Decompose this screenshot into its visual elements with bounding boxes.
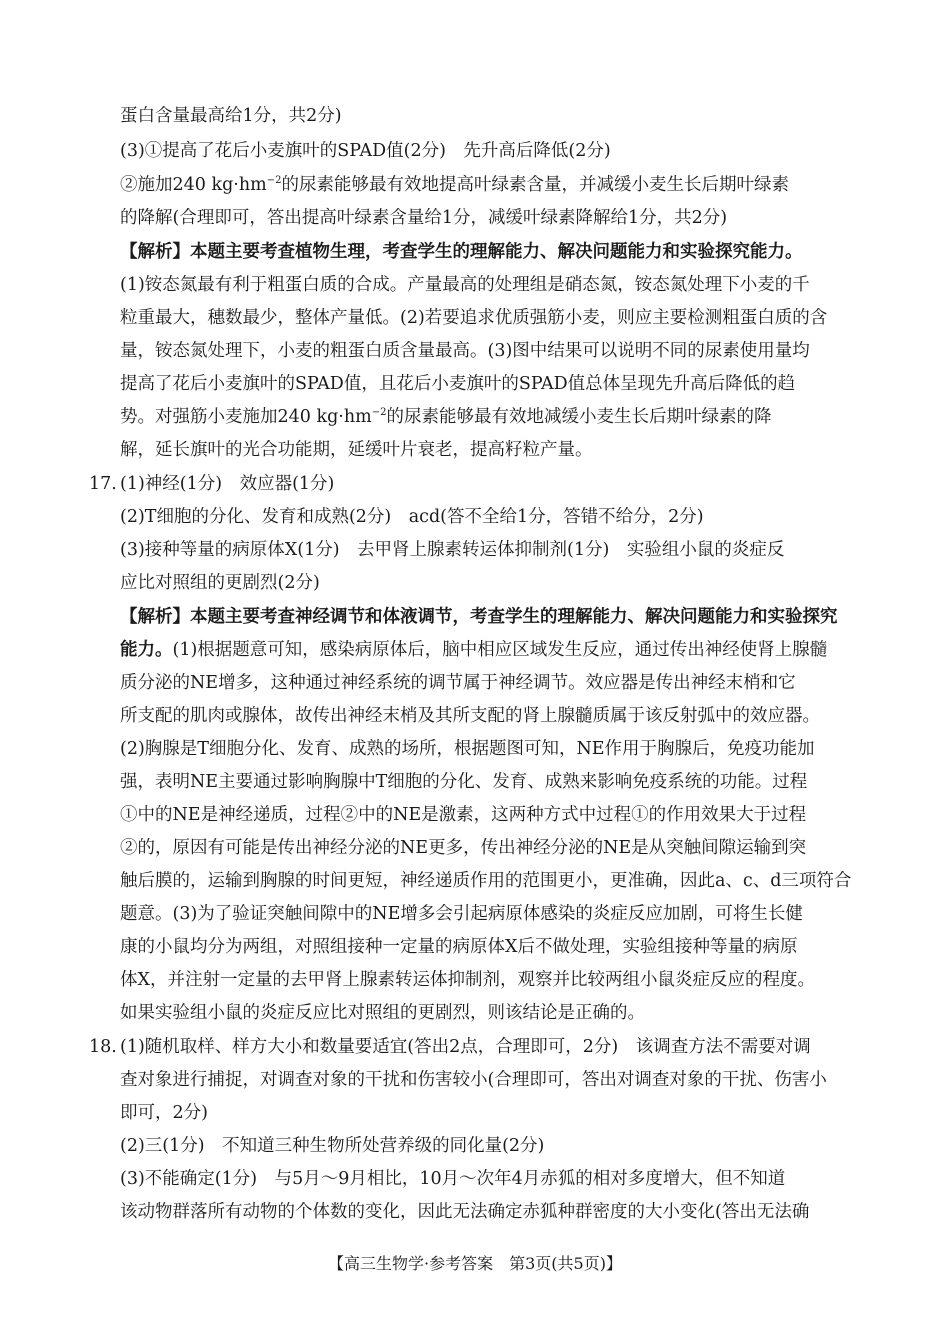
text-span: 体X，并注射一定量的去甲肾上腺素转运体抑制剂，观察并比较两组小鼠炎症反应的程度。 [120,970,815,990]
text-span: (1)神经(1分) 效应器(1分) [120,474,335,494]
text-span: 势。对强筋小麦施加240 kg·hm [120,407,372,427]
text-span: 18. [89,1037,117,1057]
text-line [120,671,796,695]
text-line [120,1001,645,1025]
question-number [89,1035,117,1059]
text-line [120,902,803,926]
text-line [120,1134,544,1158]
footer-text: 【高三生物学·参考答案 第3页(共5页)】 [328,1254,622,1273]
text-line [120,538,784,562]
text-line [120,273,810,297]
text-line [120,472,334,496]
text-span: 强，表明NE主要通过影响胸腺中T细胞的分化、发育、成熟来影响免疫系统的功能。过程 [120,772,808,792]
text-span: 【解析】本题主要考查神经调节和体液调节，考查学生的理解能力、解决问题能力和实验探究 [120,607,838,627]
superscript: −2 [266,175,282,187]
text-span: 蛋白含量最高给1分，共2分) [120,106,342,126]
text-line [120,306,827,330]
text-line [120,737,815,761]
text-span: (1)随机取样、样方大小和数量要适宜(答出2点，合理即可，2分) 该调查方法不需要对调 [120,1037,811,1057]
text-span: (1)铵态氮最有利于粗蛋白质的合成。产量最高的处理组是硝态氮，铵态氮处理下小麦的千 [120,275,810,295]
text-span: (3)不能确定(1分) 与5月～9月相比，10月～次年4月赤狐的相对多度增大，但不知道 [120,1169,786,1189]
text-span: 即可，2分) [120,1103,208,1123]
text-line [120,405,771,429]
analysis-heading [120,605,838,629]
text-line [120,206,727,230]
text-span: 所支配的肌肉或腺体，故传出神经末梢及其所支配的肾上腺髓质属于该反射弧中的效应器。 [120,706,820,726]
text-span: 质分泌的NE增多，这种通过神经系统的调节属于神经调节。效应器是传出神经末梢和它 [120,673,796,693]
text-line [120,869,851,893]
text-span: 解，延长旗叶的光合功能期，延缓叶片衰老，提高籽粒产量。 [120,440,593,460]
text-line [120,704,820,728]
text-line [120,571,320,595]
text-line [120,1035,811,1059]
text-span: 量，铵态氮处理下，小麦的粗蛋白质含量最高。(3)图中结果可以说明不同的尿素使用量均 [120,341,810,361]
text-line [120,1200,809,1224]
text-span: 查对象进行捕捉，对调查对象的干扰和伤害较小(合理即可，答出对调查对象的干扰、伤害小 [120,1070,827,1090]
text-span: 的尿素能够最有效地提高叶绿素含量，并减缓小麦生长后期叶绿素 [281,175,789,195]
text-line [120,438,593,462]
text-span: 提高了花后小麦旗叶的SPAD值，且花后小麦旗叶的SPAD值总体呈现先升高后降低的趋 [120,374,796,394]
text-line [120,638,827,662]
text-span: (2)T细胞的分化、发育和成熟(2分) acd(答不全给1分，答错不给分，2分) [120,507,704,527]
text-span: 题意。(3)为了验证突触间隙中的NE增多会引起病原体感染的炎症反应加剧，可将生长健 [120,904,803,924]
text-span: (3)①提高了花后小麦旗叶的SPAD值(2分) 先升高后降低(2分) [120,141,611,161]
text-span: 如果实验组小鼠的炎症反应比对照组的更剧烈，则该结论是正确的。 [120,1003,645,1023]
text-span: 【解析】本题主要考查植物生理，考查学生的理解能力、解决问题能力和实验探究能力。 [120,242,803,262]
text-span: 该动物群落所有动物的个体数的变化，因此无法确定赤狐种群密度的大小变化(答出无法确 [120,1202,810,1222]
page-footer [0,1253,950,1275]
text-line [120,1068,827,1092]
text-line [120,173,789,197]
text-span: ②的，原因有可能是传出神经分泌的NE更多，传出神经分泌的NE是从突触间隙运输到突 [120,838,807,858]
text-span: 粒重最大，穗数最少，整体产量低。(2)若要追求优质强筋小麦，则应主要检测粗蛋白质的含 [120,308,828,328]
text-span: (1)根据题意可知，感染病原体后，脑中相应区域发生反应，通过传出神经使肾上腺髓 [172,640,828,660]
text-line [120,139,611,163]
text-line [120,803,806,827]
text-span: 的降解(合理即可，答出提高叶绿素含量给1分，减缓叶绿素降解给1分，共2分) [120,208,728,228]
text-span: ①中的NE是神经递质，过程②中的NE是激素，这两种方式中过程①的作用效果大于过程 [120,805,807,825]
text-span: 应比对照组的更剧烈(2分) [120,573,320,593]
text-span: 能力。 [120,640,173,660]
question-number [89,472,117,496]
text-span: 康的小鼠均分为两组，对照组接种一定量的病原体X后不做处理，实验组接种等量的病原 [120,937,798,957]
text-line [120,1101,208,1125]
superscript: −2 [371,407,387,419]
text-span: (3)接种等量的病原体X(1分) 去甲肾上腺素转运体抑制剂(1分) 实验组小鼠的炎症反 [120,540,785,560]
text-line [120,968,815,992]
text-line [120,372,795,396]
text-span: (2)三(1分) 不知道三种生物所处营养级的同化量(2分) [120,1136,545,1156]
text-span: 的尿素能够最有效地减缓小麦生长后期叶绿素的降 [386,407,772,427]
text-line [120,339,810,363]
text-line [120,104,342,128]
text-span: (2)胸腺是T细胞分化、发育、成熟的场所，根据题图可知，NE作用于胸腺后，免疫功能加 [120,739,815,759]
text-span: ②施加240 kg·hm [120,175,267,195]
text-line [120,505,704,529]
text-line [120,770,807,794]
text-span: 触后膜的，运输到胸腺的时间更短，神经递质作用的范围更小，更准确，因此a、c、d三项符合 [120,871,852,891]
text-line [120,935,797,959]
text-span: 17. [89,474,117,494]
text-line [120,836,806,860]
analysis-heading [120,240,803,264]
text-line [120,1167,785,1191]
